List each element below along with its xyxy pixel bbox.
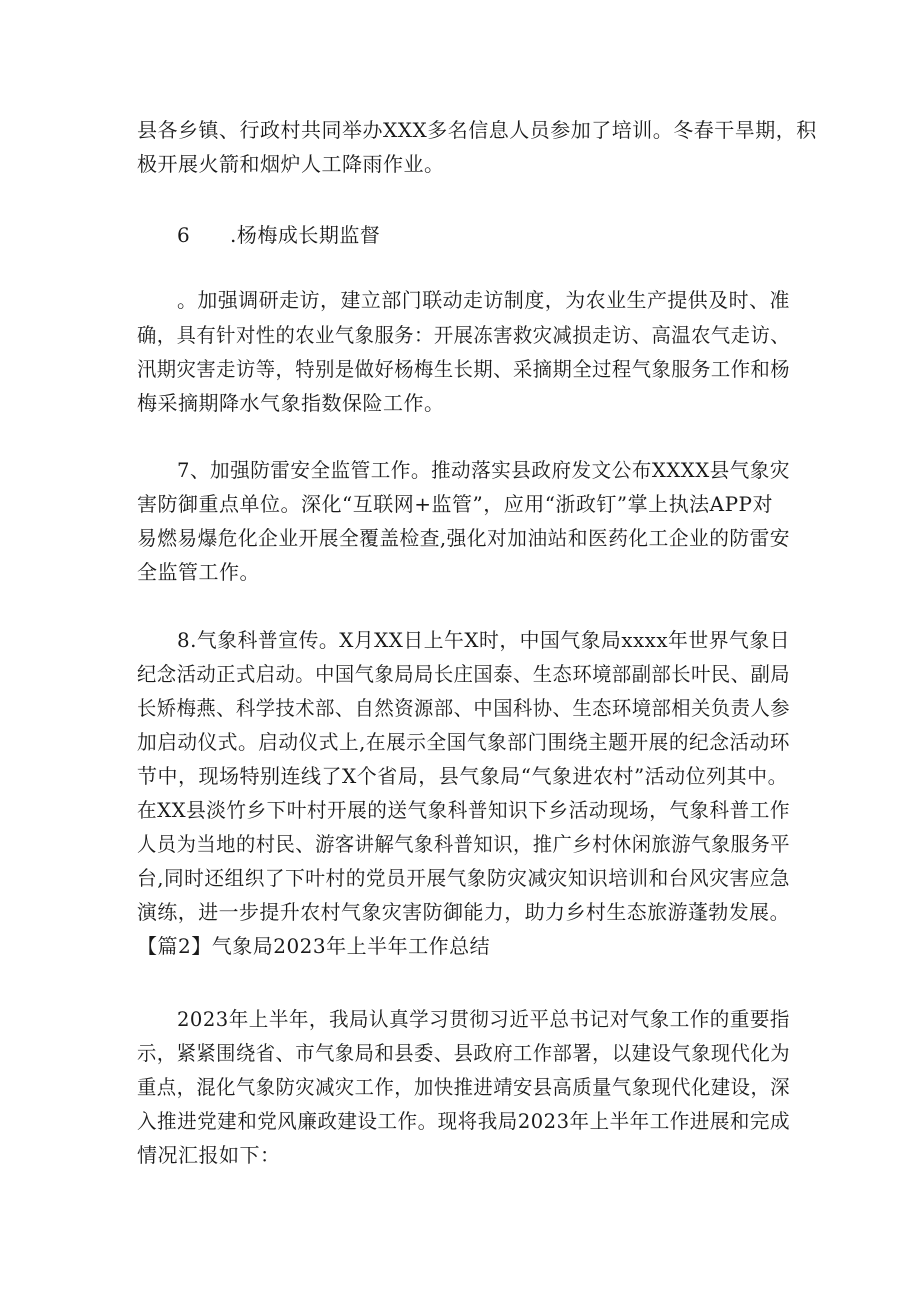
- paragraph-line: 8.气象科普宣传。X月XX日上午X时，中国气象局xxxx年世界气象日: [177, 628, 791, 652]
- paragraph-line: 加启动仪式。启动仪式上,在展示全国气象部门围绕主题开展的纪念活动环: [137, 730, 790, 754]
- paragraph-line: 易燃易爆危化企业开展全覆盖检查,强化对加油站和医药化工企业的防雷安: [137, 526, 790, 550]
- paragraph-line: 梅采摘期降水气象指数保险工作。: [137, 391, 445, 415]
- part-2-heading: 【篇2】气象局2023年上半年工作总结: [137, 934, 491, 958]
- paragraph-line: 台,同时还组织了下叶村的党员开展气象防灾减灾知识培训和台风灾害应急: [137, 866, 790, 890]
- paragraph-line: 害防御重点单位。深化“互联网+监管”，应用“浙政钉”掌上执法APP对: [137, 492, 774, 516]
- paragraph-line: 长矫梅燕、科学技术部、自然资源部、中国科协、生态环境部相关负责人参: [137, 696, 791, 720]
- heading-title: .杨梅成长期监督: [230, 223, 381, 247]
- paragraph-line: 纪念活动正式启动。中国气象局局长庄国泰、生态环境部副部长叶民、副局: [137, 662, 791, 686]
- paragraph-line: 入推进党建和党风廉政建设工作。现将我局2023年上半年工作进展和完成: [137, 1109, 791, 1133]
- paragraph-line: 示，紧紧围绕省、市气象局和县委、县政府工作部署，以建设气象现代化为: [137, 1041, 791, 1065]
- paragraph-line: 2023年上半年，我局认真学习贯彻习近平总书记对气象工作的重要指: [177, 1007, 790, 1031]
- paragraph-line: 。加强调研走访，建立部门联动走访制度，为农业生产提供及时、准: [177, 288, 790, 312]
- paragraph-line: 汛期灾害走访等，特别是做好杨梅生长期、采摘期全过程气象服务工作和杨: [137, 357, 791, 381]
- paragraph-line: 情况汇报如下：: [137, 1143, 281, 1167]
- paragraph-line: 重点，混化气象防灾减灾工作，加快推进靖安县高质量气象现代化建设，深: [137, 1075, 791, 1099]
- paragraph-line: 节中，现场特别连线了X个省局，县气象局“气象进农村”活动位列其中。: [137, 764, 789, 788]
- paragraph-line: 县各乡镇、行政村共同举办XXX多名信息人员参加了培训。冬春干旱期，积: [137, 118, 817, 142]
- paragraph-line: 7、加强防雷安全监管工作。推动落实县政府发文公布XXXX县气象灾: [177, 458, 790, 482]
- paragraph-line: 全监管工作。: [137, 560, 260, 584]
- paragraph-line: 演练，进一步提升农村气象灾害防御能力，助力乡村生态旅游蓬勃发展。: [137, 900, 790, 924]
- heading-number: 6: [177, 223, 190, 247]
- paragraph-line: 在XX县淡竹乡下叶村开展的送气象科普知识下乡活动现场，气象科普工作: [137, 798, 791, 822]
- paragraph-line: 人员为当地的村民、游客讲解气象科普知识，推广乡村休闲旅游气象服务平: [137, 832, 791, 856]
- paragraph-line: 极开展火箭和烟炉人工降雨作业。: [137, 152, 445, 176]
- paragraph-line: 确，具有针对性的农业气象服务：开展冻害救灾减损走访、高温农气走访、: [137, 323, 791, 347]
